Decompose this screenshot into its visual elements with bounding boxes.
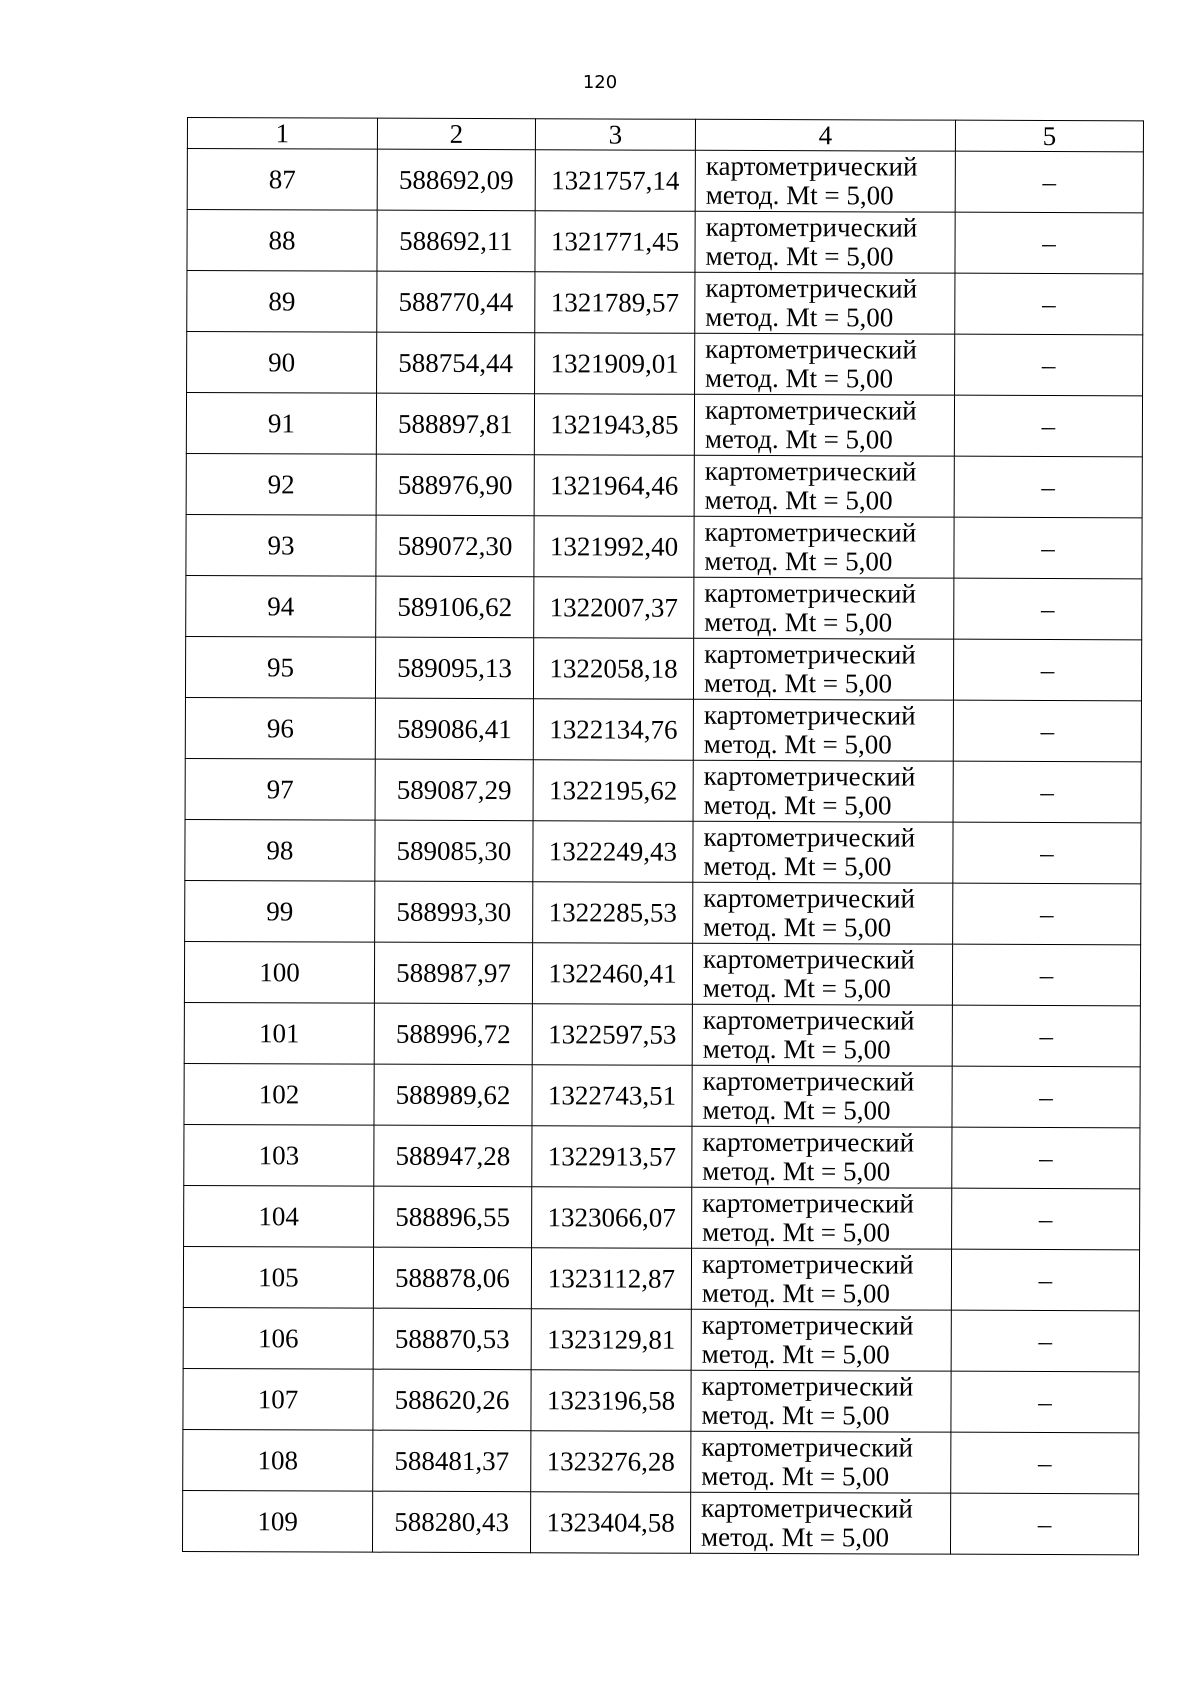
method-line-1: картометрический (703, 760, 916, 792)
note-cell: – (955, 212, 1143, 274)
note-cell: – (953, 883, 1141, 945)
point-number: 99 (185, 880, 375, 942)
method-cell (692, 1065, 952, 1127)
coordinate-x: 588481,37 (373, 1430, 531, 1492)
method-line-2: метод. Mt = 5,00 (701, 1277, 890, 1309)
coordinate-x: 588996,72 (374, 1003, 532, 1065)
coordinate-y: 1323129,81 (531, 1309, 691, 1371)
coordinate-y: 1322913,57 (532, 1126, 692, 1188)
coordinate-x: 588870,53 (373, 1308, 531, 1370)
point-number: 104 (184, 1185, 374, 1247)
note-cell: – (954, 395, 1142, 457)
point-number: 87 (187, 149, 377, 211)
method-line-2: метод. Mt = 5,00 (703, 789, 892, 821)
coordinate-x: 588976,90 (376, 454, 534, 516)
note-cell: – (950, 1493, 1138, 1555)
method-line-2: метод. Mt = 5,00 (701, 1338, 890, 1370)
method-line-2: метод. Mt = 5,00 (704, 545, 893, 577)
method-line-2: метод. Mt = 5,00 (702, 1033, 891, 1065)
method-cell (692, 1187, 952, 1249)
method-line-1: картометрический (705, 333, 917, 365)
header-col-4: 4 (695, 119, 955, 151)
table-row (187, 210, 1143, 274)
method-line-1: картометрический (701, 1248, 914, 1280)
note-cell: – (955, 334, 1143, 396)
note-cell: – (955, 273, 1143, 335)
method-line-1: картометрический (703, 882, 915, 914)
coordinate-y: 1321992,40 (534, 516, 694, 578)
method-line-1: картометрический (702, 1004, 915, 1036)
table-row (187, 149, 1143, 213)
table-row (184, 1185, 1140, 1249)
coordinates-table (182, 117, 1144, 1555)
method-cell (693, 699, 953, 761)
point-number: 92 (186, 453, 376, 515)
note-cell: – (952, 1188, 1140, 1250)
table-body (182, 149, 1143, 1555)
method-line-1: картометрический (703, 699, 916, 731)
point-number: 100 (184, 941, 374, 1003)
method-cell (691, 1431, 951, 1493)
coordinate-x: 588989,62 (374, 1064, 532, 1126)
note-cell: – (951, 1371, 1139, 1433)
method-line-1: картометрический (704, 638, 916, 670)
table-row (183, 1246, 1139, 1310)
point-number: 109 (182, 1490, 372, 1552)
point-number: 106 (183, 1307, 373, 1369)
coordinate-x: 588993,30 (375, 881, 533, 943)
method-cell (690, 1492, 950, 1554)
coordinate-y: 1322058,18 (533, 638, 693, 700)
method-line-1: картометрический (703, 821, 916, 853)
method-line-1: картометрический (701, 1492, 913, 1524)
coordinate-x: 588947,28 (374, 1125, 532, 1187)
method-cell (695, 333, 955, 395)
coordinate-y: 1323196,58 (531, 1370, 691, 1432)
table-row (186, 393, 1142, 457)
coordinate-y: 1322195,62 (533, 760, 693, 822)
point-number: 90 (187, 332, 377, 394)
table-row (185, 819, 1141, 883)
method-line-2: метод. Mt = 5,00 (704, 423, 893, 455)
coordinate-x: 588280,43 (372, 1491, 530, 1553)
note-cell: – (954, 517, 1142, 579)
method-line-1: картометрический (702, 1126, 915, 1158)
table-row (185, 697, 1141, 761)
coordinate-y: 1322285,53 (533, 882, 693, 944)
method-cell (692, 1004, 952, 1066)
coordinate-y: 1323066,07 (532, 1187, 692, 1249)
coordinate-x: 588897,81 (376, 393, 534, 455)
header-col-3: 3 (535, 119, 695, 151)
table-row (185, 636, 1141, 700)
point-number: 107 (183, 1368, 373, 1430)
coordinate-y: 1321909,01 (535, 333, 695, 395)
point-number: 88 (187, 210, 377, 272)
header-col-2: 2 (377, 118, 535, 150)
method-cell (692, 1126, 952, 1188)
coordinate-y: 1323404,58 (530, 1492, 690, 1554)
note-cell: – (953, 700, 1141, 762)
method-line-2: метод. Mt = 5,00 (702, 972, 891, 1004)
method-line-2: метод. Mt = 5,00 (705, 301, 894, 333)
coordinate-x: 588987,97 (374, 942, 532, 1004)
method-line-2: метод. Mt = 5,00 (705, 240, 894, 272)
coordinate-y: 1321789,57 (535, 272, 695, 334)
table-row (185, 880, 1141, 944)
table-row (186, 575, 1142, 639)
table-row (186, 514, 1142, 578)
note-cell: – (953, 639, 1141, 701)
method-cell (691, 1370, 951, 1432)
table-header-row (187, 118, 1143, 152)
method-cell (695, 272, 955, 334)
coordinate-x: 588770,44 (377, 271, 535, 333)
method-line-1: картометрический (704, 394, 917, 426)
point-number: 98 (185, 819, 375, 881)
method-line-2: метод. Mt = 5,00 (704, 484, 893, 516)
table-row (184, 1002, 1140, 1066)
table-row (185, 758, 1141, 822)
method-line-2: метод. Mt = 5,00 (703, 850, 892, 882)
point-number: 95 (185, 636, 375, 698)
coordinate-y: 1321757,14 (535, 150, 695, 212)
point-number: 93 (186, 514, 376, 576)
method-line-2: метод. Mt = 5,00 (703, 911, 892, 943)
coordinate-x: 588620,26 (373, 1369, 531, 1431)
coordinate-y: 1322007,37 (534, 577, 694, 639)
note-cell: – (951, 1310, 1139, 1372)
coordinate-x: 588692,09 (377, 149, 535, 211)
point-number: 103 (184, 1124, 374, 1186)
method-line-1: картометрический (703, 943, 915, 975)
table-row (186, 453, 1142, 517)
coordinate-y: 1323276,28 (531, 1431, 691, 1493)
table-row (187, 332, 1143, 396)
method-line-2: метод. Mt = 5,00 (702, 1155, 891, 1187)
point-number: 97 (185, 758, 375, 820)
point-number: 105 (183, 1246, 373, 1308)
method-cell (693, 882, 953, 944)
method-cell (693, 760, 953, 822)
note-cell: – (953, 822, 1141, 884)
method-line-2: метод. Mt = 5,00 (702, 1094, 891, 1126)
method-cell (694, 516, 954, 578)
note-cell: – (954, 456, 1142, 518)
header-col-1: 1 (187, 118, 377, 150)
point-number: 89 (187, 271, 377, 333)
note-cell: – (954, 578, 1142, 640)
table-row (183, 1429, 1139, 1493)
coordinate-x: 588896,55 (374, 1186, 532, 1248)
table-row (183, 1368, 1139, 1432)
coordinate-x: 589106,62 (376, 576, 534, 638)
coordinate-y: 1322743,51 (532, 1065, 692, 1127)
point-number: 108 (183, 1429, 373, 1491)
table-row (184, 1124, 1140, 1188)
coordinate-y: 1322134,76 (533, 699, 693, 761)
coordinate-y: 1322249,43 (533, 821, 693, 883)
point-number: 102 (184, 1063, 374, 1125)
note-cell: – (952, 944, 1140, 1006)
table-row (184, 941, 1140, 1005)
table-row (187, 271, 1143, 335)
coordinate-y: 1323112,87 (531, 1248, 691, 1310)
coordinate-y: 1321964,46 (534, 455, 694, 517)
method-line-1: картометрический (704, 516, 917, 548)
method-cell (695, 211, 955, 273)
coordinate-x: 589086,41 (375, 698, 533, 760)
method-line-2: метод. Mt = 5,00 (705, 179, 894, 211)
coordinate-y: 1321771,45 (535, 211, 695, 273)
coordinate-x: 589085,30 (375, 820, 533, 882)
method-line-2: метод. Mt = 5,00 (703, 728, 892, 760)
coordinate-x: 589072,30 (376, 515, 534, 577)
method-cell (692, 943, 952, 1005)
coordinate-y: 1322597,53 (532, 1004, 692, 1066)
point-number: 91 (186, 393, 376, 455)
header-col-5: 5 (955, 120, 1143, 152)
method-cell (694, 455, 954, 517)
method-cell (694, 577, 954, 639)
note-cell: – (951, 1432, 1139, 1494)
table-row (183, 1307, 1139, 1371)
coordinate-y: 1322460,41 (532, 943, 692, 1005)
note-cell: – (952, 1127, 1140, 1189)
method-line-1: картометрический (702, 1065, 915, 1097)
method-line-1: картометрический (705, 272, 918, 304)
page-number: 120 (582, 72, 618, 93)
coordinate-x: 588878,06 (373, 1247, 531, 1309)
method-line-1: картометрический (705, 150, 918, 182)
point-number: 96 (185, 697, 375, 759)
method-cell (695, 150, 955, 212)
note-cell: – (951, 1249, 1139, 1311)
coordinate-y: 1321943,85 (534, 394, 694, 456)
note-cell: – (953, 761, 1141, 823)
method-line-1: картометрический (702, 1187, 914, 1219)
coordinate-x: 589095,13 (375, 637, 533, 699)
method-cell (693, 821, 953, 883)
coordinate-x: 588692,11 (377, 210, 535, 272)
method-line-1: картометрический (701, 1370, 914, 1402)
method-line-2: метод. Mt = 5,00 (702, 1216, 891, 1248)
method-line-1: картометрический (701, 1309, 914, 1341)
method-line-2: метод. Mt = 5,00 (705, 362, 894, 394)
method-line-2: метод. Mt = 5,00 (704, 606, 893, 638)
point-number: 101 (184, 1002, 374, 1064)
method-line-1: картометрический (701, 1431, 914, 1463)
note-cell: – (952, 1005, 1140, 1067)
method-line-2: метод. Mt = 5,00 (703, 667, 893, 699)
table-row (184, 1063, 1140, 1127)
method-line-1: картометрический (704, 455, 917, 487)
method-line-1: картометрический (704, 577, 917, 609)
method-cell (691, 1309, 951, 1371)
method-cell (691, 1248, 951, 1310)
table-row (182, 1490, 1138, 1554)
note-cell: – (955, 151, 1143, 213)
method-line-1: картометрический (705, 211, 918, 243)
coordinate-x: 588754,44 (377, 332, 535, 394)
method-line-2: метод. Mt = 5,00 (701, 1399, 890, 1431)
point-number: 94 (186, 575, 376, 637)
method-line-2: метод. Mt = 5,00 (701, 1460, 890, 1492)
method-cell (694, 394, 954, 456)
coordinate-x: 589087,29 (375, 759, 533, 821)
note-cell: – (952, 1066, 1140, 1128)
method-line-2: метод. Mt = 5,00 (700, 1521, 890, 1553)
method-cell (693, 638, 953, 700)
